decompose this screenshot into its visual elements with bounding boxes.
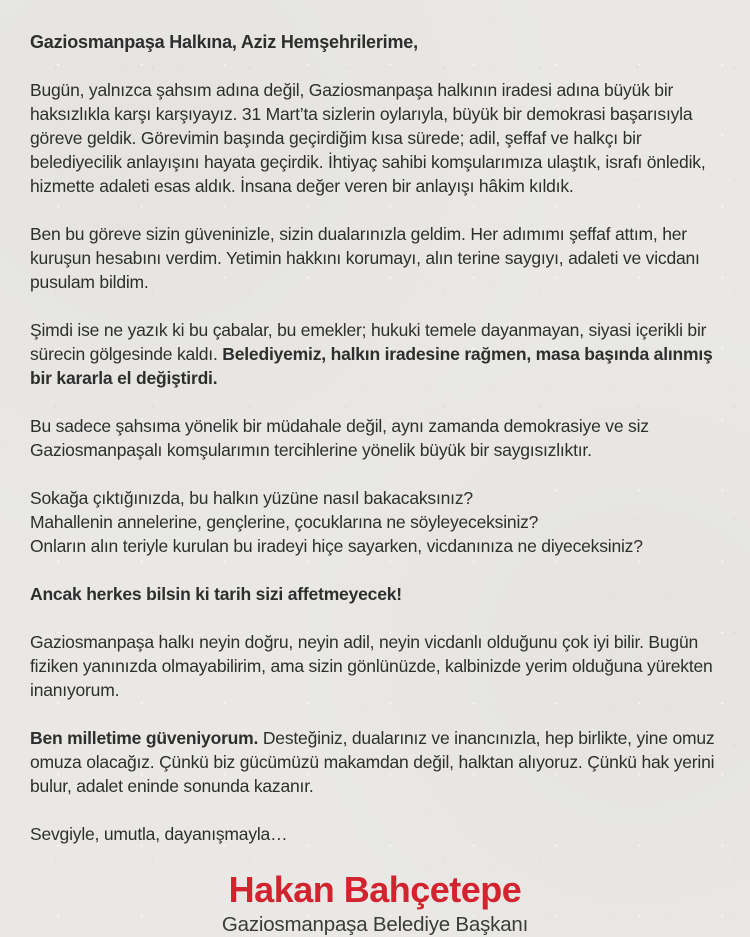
body-text: Onların alın teriyle kurulan bu iradeyi hiçe sayarken, vicdanınıza ne diyeceksiniz? [30, 536, 643, 556]
signature-block [30, 870, 720, 937]
body-text: Bugün, yalnızca şahsım adına değil, Gaziosmanpaşa halkının iradesi adına büyük bir haksızlıkla karşı karşıyayız. 31 Mart’ta sizlerin oylarıyla, büyük bir demokrasi başarısıyla göreve geldik. Görevimin başında geçirdiğim kısa sürede; adil, şeffaf ve halkçı bir belediyecilik anlayışını hayata geçirdik. İhtiyaç sahibi komşularımıza ulaştık, israfı önledik, hizmette adaleti esas aldık. İnsana değer veren bir anlayışı hâkim kıldık. [30, 80, 706, 196]
paragraph [30, 582, 720, 606]
body-text: Desteğiniz, dualarınız ve inancınızla, hep birlikte, yine omuz omuza olacağız. Çünkü biz gücümüzü makamdan değil, halktan alıyoruz. Çünkü hak yerini bulur, adalet eninde sonunda kazanır. [30, 728, 715, 796]
body-text: Bu sadece şahsıma yönelik bir müdahale değil, aynı zamanda demokrasiye ve siz Gaziosmanpaşalı komşularımın tercihlerine yönelik büyük bir saygısızlıktır. [30, 416, 649, 460]
body-text: Gaziosmanpaşa halkı neyin doğru, neyin adil, neyin vicdanlı olduğunu çok iyi bilir. Bugün fiziken yanınızda olmayabilirim, ama sizin gönlünüzde, kalbinizde yerim olduğuna yürekten inanıyorum. [30, 632, 713, 700]
paragraph [30, 414, 720, 462]
paragraph [30, 222, 720, 294]
body-text: Sevgiyle, umutla, dayanışmayla… [30, 824, 288, 844]
paragraph [30, 78, 720, 198]
paragraph [30, 318, 720, 390]
body-text: Mahallenin annelerine, gençlerine, çocuklarına ne söyleyeceksiniz? [30, 512, 539, 532]
paragraph [30, 822, 720, 846]
paragraph [30, 726, 720, 798]
body-text: Sokağa çıktığınızda, bu halkın yüzüne nasıl bakacaksınız? [30, 488, 473, 508]
letter-body [30, 78, 720, 846]
body-text: Ben bu göreve sizin güveninizle, sizin dualarınızla geldim. Her adımımı şeffaf attım, her kuruşun hesabını verdim. Yetimin hakkını korumayı, alın terine saygıyı, adaleti ve vicdanı pusulam bildim. [30, 224, 700, 292]
signature-name: Hakan Bahçetepe [228, 869, 522, 910]
paragraph [30, 630, 720, 702]
emphasized-text: Ben milletime güveniyorum. [30, 728, 259, 748]
emphasized-text: Belediyemiz, halkın iradesine rağmen, masa başında alınmış bir kararla el değiştirdi. [30, 344, 713, 388]
body-text: Şimdi ise ne yazık ki bu çabalar, bu emekler; hukuki temele dayanmayan, siyasi içerikli bir sürecin gölgesinde kaldı. [30, 320, 707, 364]
letter-salutation: Gaziosmanpaşa Halkına, Aziz Hemşehrilerime, [30, 32, 418, 52]
paragraph [30, 486, 720, 558]
signature-title: Gaziosmanpaşa Belediye Başkanı [221, 913, 529, 936]
emphasized-text: Ancak herkes bilsin ki tarih sizi affetmeyecek! [30, 584, 402, 604]
